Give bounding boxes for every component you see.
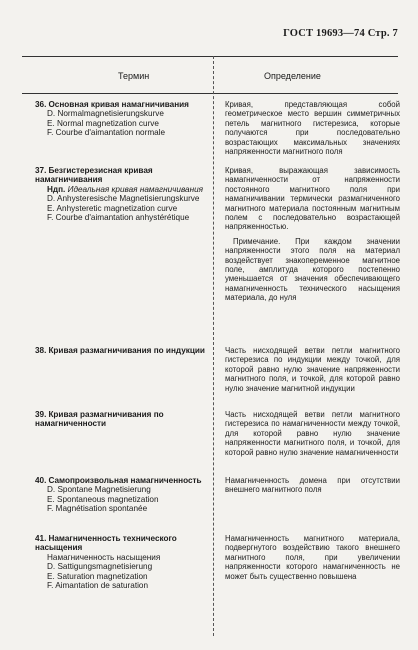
term-title: Кривая размагничивания по намагниченности bbox=[35, 410, 164, 429]
term-title: Самопроизвольная намагниченность bbox=[48, 476, 202, 485]
column-divider bbox=[213, 56, 214, 636]
term-lang-en: E. Normal magnetization curve bbox=[47, 118, 159, 128]
term-title: Кривая размагничивания по индукции bbox=[48, 346, 205, 355]
term-lang-en: E. Anhysteretic magnetization curve bbox=[47, 203, 178, 213]
term-lang-de: D. Normalmagnetisierungskurve bbox=[47, 109, 164, 119]
term-lang-fr: F. Aimantation de saturation bbox=[47, 581, 149, 591]
definition-text: Часть нисходящей ветви петли магнитного гистерезиса по намагниченности между точкой, для которой равно нулю значение напряженности магнитного поля, и точкой, для которой равно нулю значение намагниченности bbox=[225, 410, 400, 457]
term-lang-fr: F. Courbe d'aimantation anhystérétique bbox=[47, 213, 190, 223]
definition-text: Намагниченность магнитного материала, подвергнутого воздействию такого внешнего магнитного поля, при увеличении напряженности которого намагниченность не может быть существенно повышена bbox=[225, 534, 400, 581]
definition-cell bbox=[225, 166, 400, 303]
definition-text: Кривая, выражающая зависимость намагниченности от напряженности постоянного магнитного поля при намагничивании термически размагниченного магнитного материала постоянным магнитным полем с последовательно возрастающей напряженностью. bbox=[225, 166, 400, 232]
page-header: ГОСТ 19693—74 Стр. 7 bbox=[283, 28, 398, 39]
term-title: Основная кривая намагничивания bbox=[48, 100, 189, 109]
deprecated-label: Ндп. bbox=[47, 184, 66, 194]
column-header-term: Термин bbox=[118, 71, 150, 81]
term-number: 40. bbox=[35, 476, 47, 485]
deprecated-term: Идеальная кривая намагничивания bbox=[67, 184, 204, 194]
term-deprecated bbox=[35, 185, 207, 194]
term-cell bbox=[35, 534, 207, 590]
term-title: Намагниченность технического насыщения bbox=[35, 534, 177, 553]
term-lang-en: E. Saturation magnetization bbox=[47, 571, 148, 581]
term-cell bbox=[35, 410, 207, 429]
term-lang-de: D. Sattigungsmagnetisierung bbox=[47, 562, 153, 572]
term-lang-de: D. Anhysteresische Magnetisierungskurve bbox=[47, 194, 200, 204]
definition-text: Намагниченность домена при отсутствии внешнего магнитного поля bbox=[225, 476, 400, 495]
term-number: 36. bbox=[35, 100, 47, 109]
term-cell bbox=[35, 100, 207, 138]
term-number: 38. bbox=[35, 346, 47, 355]
term-number: 39. bbox=[35, 410, 47, 419]
definition-text: Кривая, представляющая собой геометрическое место вершин симметричных петель магнитного гистерезиса, которые получаются при последовательно возрастающих максимальных значениях напряженности магнитного поля bbox=[225, 100, 400, 157]
term-lang-en: E. Spontaneous magnetization bbox=[47, 494, 159, 504]
term-cell bbox=[35, 346, 207, 355]
term-lang-fr: F. Magnétisation spontanée bbox=[47, 504, 148, 514]
definition-text: Часть нисходящей ветви петли магнитного гистерезиса по индукции между точкой, для которой равно нулю значение напряженности магнитного поля, и точкой, для которой равно нулю значение магнитной индукции bbox=[225, 346, 400, 393]
term-lang-fr: F. Courbe d'aimantation normale bbox=[47, 128, 166, 138]
table-header-rule bbox=[22, 93, 398, 94]
term-lang-de: D. Spontane Magnetisierung bbox=[47, 485, 151, 495]
term-synonym: Намагниченность насыщения bbox=[47, 552, 161, 562]
term-number: 37. bbox=[35, 166, 47, 175]
term-number: 41. bbox=[35, 534, 47, 543]
column-header-definition: Определение bbox=[264, 71, 321, 81]
table-top-rule bbox=[22, 56, 398, 57]
term-cell bbox=[35, 166, 207, 222]
definition-note: Примечание. При каждом значении напряженности этого поля на материал воздействует знакопеременное магнитное поле, амплитуда которого постепенно уменьшается от значения обеспечивающего намагниченность технического насыщения материала, до нуля bbox=[225, 236, 400, 303]
term-title: Безгистерезисная кривая намагничивания bbox=[35, 166, 153, 185]
term-cell bbox=[35, 476, 207, 514]
